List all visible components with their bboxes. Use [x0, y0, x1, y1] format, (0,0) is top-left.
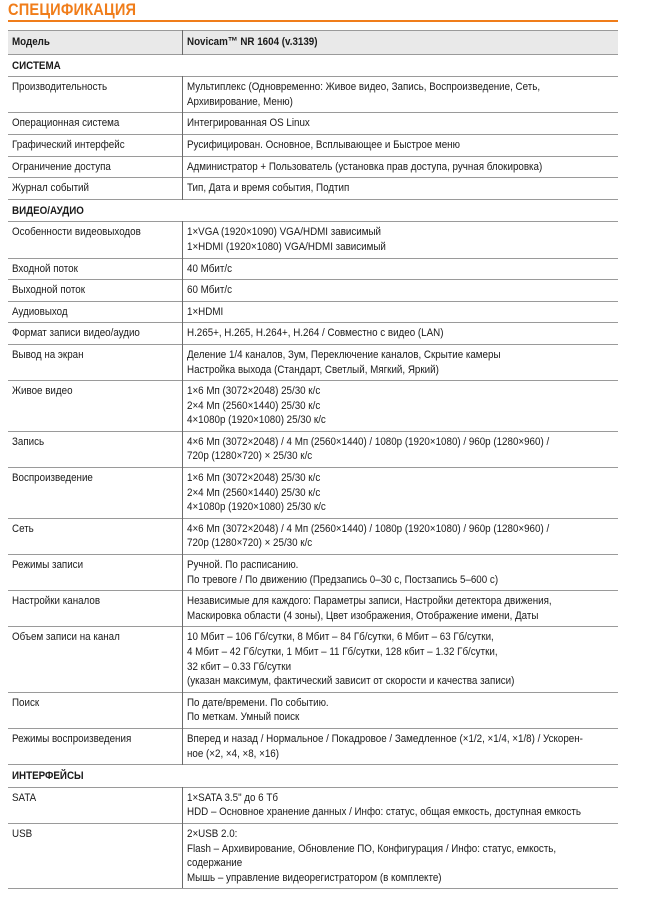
spec-label: Ограничение доступа — [12, 160, 111, 173]
spec-row — [8, 178, 618, 200]
section-title: СИСТЕМА — [12, 59, 61, 72]
spec-value-line: Маскировка области (4 зоны), Цвет изображения, Отображение имени, Даты — [186, 609, 538, 622]
spec-value-line: 4×6 Мп (3072×2048) / 4 Мп (2560×1440) / 1080p (1920×1080) / 960p (1280×960) / — [186, 435, 549, 448]
section-title: ВИДЕО/АУДИО — [12, 204, 84, 217]
spec-value-cell — [182, 555, 618, 591]
spec-row — [8, 591, 618, 627]
spec-row — [8, 627, 618, 692]
section-title-cell — [8, 54, 618, 77]
spec-value-cell — [182, 77, 618, 113]
spec-table-body — [8, 31, 618, 889]
spec-label: Объем записи на канал — [12, 631, 120, 644]
section-header — [8, 199, 618, 222]
spec-value-line: Деление 1/4 каналов, Зум, Переключение каналов, Скрытие камеры — [186, 348, 500, 361]
spec-value-line: Тип, Дата и время события, Подтип — [186, 182, 349, 195]
spec-value-line: 4×1080p (1920×1080) 25/30 к/с — [186, 414, 326, 427]
spec-value-line: 2×4 Мп (2560×1440) 25/30 к/с — [186, 399, 320, 412]
spec-row — [8, 323, 618, 345]
spec-row — [8, 77, 618, 113]
spec-value-cell — [182, 381, 618, 432]
spec-value-line: Архивирование, Меню) — [186, 95, 293, 108]
spec-value-cell — [182, 823, 618, 888]
spec-label-cell — [8, 787, 182, 823]
section-header — [8, 765, 618, 788]
spec-label: Выходной поток — [12, 284, 86, 297]
title-underline — [8, 20, 618, 22]
spec-row — [8, 518, 618, 554]
spec-label: Запись — [12, 435, 45, 448]
spec-label: Аудиовыход — [12, 305, 68, 318]
spec-value-cell — [182, 431, 618, 467]
header-row — [8, 31, 618, 55]
spec-label: Сеть — [12, 522, 34, 535]
spec-row — [8, 468, 618, 519]
spec-value-line: 1×SATA 3.5" до 6 Тб — [186, 791, 278, 804]
header-value — [182, 31, 618, 55]
spec-value-line: Интегрированная OS Linux — [186, 117, 310, 130]
spec-label-cell — [8, 77, 182, 113]
spec-value-line: 60 Мбит/с — [186, 284, 232, 297]
spec-label: Вывод на экран — [12, 348, 84, 361]
spec-value-cell — [182, 301, 618, 323]
spec-value-line: HDD – Основное хранение данных / Инфо: статус, общая емкость, доступная емкость — [186, 806, 581, 819]
spec-label-cell — [8, 301, 182, 323]
spec-label: Воспроизведение — [12, 472, 93, 485]
spec-label-cell — [8, 323, 182, 345]
spec-label-cell — [8, 134, 182, 156]
spec-value-line: Мультиплекс (Одновременно: Живое видео, Запись, Воспроизведение, Сеть, — [186, 81, 540, 94]
spec-label-cell — [8, 113, 182, 135]
spec-label: Входной поток — [12, 262, 78, 275]
spec-label: USB — [12, 827, 33, 840]
spec-value-cell — [182, 222, 618, 258]
spec-value-line: По дате/времени. По событию. — [186, 696, 329, 709]
spec-value-line: 720p (1280×720) × 25/30 к/с — [186, 450, 312, 463]
spec-value-line: 1×6 Мп (3072×2048) 25/30 к/с — [186, 385, 320, 398]
spec-value-line: H.265+, H.265, H.264+, H.264 / Совместно с видео (LAN) — [186, 327, 443, 340]
header-label — [8, 31, 182, 55]
spec-value-line: 1×HDMI — [186, 305, 223, 318]
spec-value-cell — [182, 591, 618, 627]
spec-value-line: Ручной. По расписанию. — [186, 559, 298, 572]
spec-label-cell — [8, 468, 182, 519]
spec-value-line: 1×6 Мп (3072×2048) 25/30 к/с — [186, 472, 320, 485]
section-title-cell — [8, 199, 618, 222]
spec-row — [8, 156, 618, 178]
spec-value-line: 4 Мбит – 42 Гб/сутки, 1 Мбит – 11 Гб/сутки, 128 кбит – 1.32 Гб/сутки, — [186, 646, 498, 658]
page-title: СПЕЦИФИКАЦИЯ — [8, 0, 137, 19]
spec-value-cell — [182, 280, 618, 302]
spec-value-line: Мышь – управление видеорегистратором (в комплекте) — [186, 871, 442, 884]
spec-label-cell — [8, 344, 182, 380]
spec-row — [8, 344, 618, 380]
spec-label-cell — [8, 728, 182, 764]
spec-value-line: 1×VGA (1920×1090) VGA/HDMI зависимый — [186, 226, 381, 239]
spec-label: Режимы записи — [12, 559, 84, 572]
spec-row — [8, 431, 618, 467]
spec-row — [8, 381, 618, 432]
spec-value-line: 2×4 Мп (2560×1440) 25/30 к/с — [186, 486, 320, 499]
spec-row — [8, 823, 618, 888]
spec-value-cell — [182, 134, 618, 156]
spec-label-cell — [8, 258, 182, 280]
spec-row — [8, 280, 618, 302]
spec-label: Живое видео — [12, 385, 73, 398]
spec-label-cell — [8, 518, 182, 554]
spec-label: Поиск — [12, 696, 40, 709]
spec-label-cell — [8, 178, 182, 200]
spec-label-cell — [8, 280, 182, 302]
spec-row — [8, 134, 618, 156]
spec-label-cell — [8, 381, 182, 432]
section-title-cell — [8, 765, 618, 788]
spec-label: Журнал событий — [12, 182, 90, 195]
spec-row — [8, 222, 618, 258]
spec-label-cell — [8, 555, 182, 591]
spec-value-cell — [182, 468, 618, 519]
spec-value-line: 2×USB 2.0: — [186, 827, 237, 840]
spec-value-cell — [182, 156, 618, 178]
spec-label-cell — [8, 156, 182, 178]
spec-value-line: 4×6 Мп (3072×2048) / 4 Мп (2560×1440) / 1080p (1920×1080) / 960p (1280×960) / — [186, 522, 549, 535]
header-label-text: Модель — [12, 36, 50, 48]
spec-value-line: 4×1080p (1920×1080) 25/30 к/с — [186, 501, 326, 514]
spec-value-line: Вперед и назад / Нормальное / Покадровое / Замедленное (×1/2, ×1/4, ×1/8) / Ускорен- — [186, 732, 583, 745]
spec-value-line: (указан максимум, фактический зависит от скорости и качества записи) — [186, 675, 514, 688]
spec-value-cell — [182, 518, 618, 554]
spec-value-line: Настройка выхода (Стандарт, Светлый, Мягкий, Яркий) — [186, 363, 439, 376]
spec-label-cell — [8, 222, 182, 258]
spec-label: Настройки каналов — [12, 595, 101, 608]
spec-label: Операционная система — [12, 117, 120, 130]
spec-value-line: 1×HDMI (1920×1080) VGA/HDMI зависимый — [186, 240, 386, 253]
spec-value-cell — [182, 113, 618, 135]
header-value-text: Novicam™ NR 1604 (v.3139) — [186, 36, 318, 48]
spec-label: Режимы воспроизведения — [12, 732, 132, 745]
spec-value-line: 32 кбит – 0.33 Гб/сутки — [186, 660, 291, 673]
spec-value-cell — [182, 323, 618, 345]
spec-row — [8, 787, 618, 823]
section-title: ИНТЕРФЕЙСЫ — [12, 770, 84, 783]
spec-row — [8, 258, 618, 280]
spec-value-cell — [182, 258, 618, 280]
spec-value-line: Flash – Архивирование, Обновление ПО, Конфигурация / Инфо: статус, емкость, — [186, 842, 556, 855]
spec-label-cell — [8, 591, 182, 627]
section-header — [8, 54, 618, 77]
spec-value-line: Независимые для каждого: Параметры записи, Настройки детектора движения, — [186, 595, 552, 608]
spec-value-cell — [182, 728, 618, 764]
spec-value-line: 10 Мбит – 106 Гб/сутки, 8 Мбит – 84 Гб/сутки, 6 Мбит – 63 Гб/сутки, — [186, 631, 494, 644]
spec-value-line: Русифицирован. Основное, Всплывающее и Быстрое меню — [186, 138, 460, 151]
spec-label: Особенности видеовыходов — [12, 226, 141, 239]
spec-label-cell — [8, 431, 182, 467]
spec-value-cell — [182, 692, 618, 728]
spec-value-cell — [182, 787, 618, 823]
spec-table — [8, 30, 618, 889]
spec-label: SATA — [12, 791, 37, 804]
spec-value-line: Администратор + Пользователь (установка прав доступа, ручная блокировка) — [186, 160, 542, 173]
spec-label-cell — [8, 823, 182, 888]
spec-row — [8, 692, 618, 728]
spec-row — [8, 555, 618, 591]
spec-label-cell — [8, 627, 182, 692]
spec-label-cell — [8, 692, 182, 728]
spec-label: Формат записи видео/аудио — [12, 327, 140, 340]
spec-row — [8, 113, 618, 135]
spec-value-line: 720p (1280×720) × 25/30 к/с — [186, 537, 312, 550]
spec-value-cell — [182, 344, 618, 380]
spec-value-line: По меткам. Умный поиск — [186, 711, 299, 724]
spec-value-cell — [182, 178, 618, 200]
spec-row — [8, 301, 618, 323]
spec-label: Производительность — [12, 81, 108, 94]
spec-value-cell — [182, 627, 618, 692]
spec-row — [8, 728, 618, 764]
spec-label: Графический интерфейс — [12, 138, 125, 151]
spec-value-line: содержание — [186, 857, 242, 870]
spec-value-line: 40 Мбит/с — [186, 262, 232, 275]
spec-value-line: ное (×2, ×4, ×8, ×16) — [186, 747, 279, 760]
spec-value-line: По тревоге / По движению (Предзапись 0–30 с, Постзапись 5–600 с) — [186, 573, 498, 586]
